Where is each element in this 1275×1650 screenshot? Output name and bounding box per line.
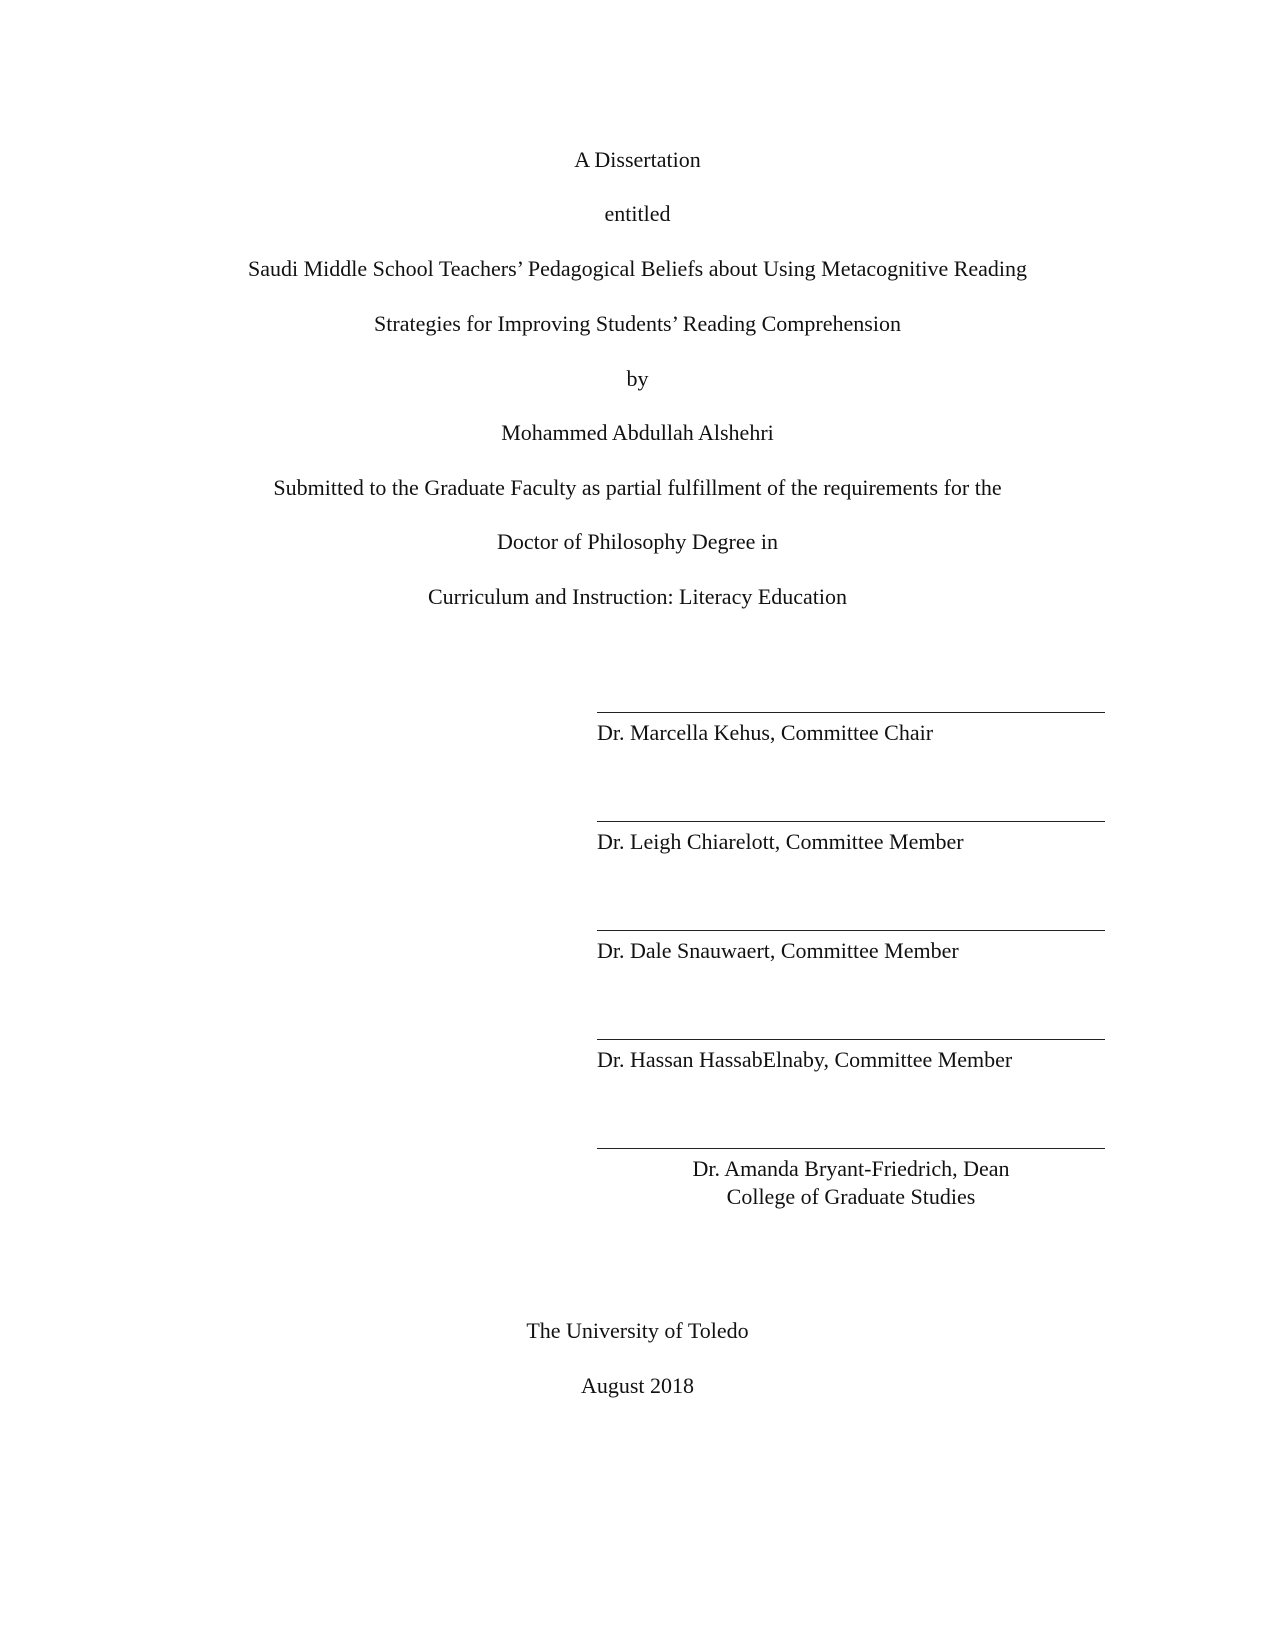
author-name: Mohammed Abdullah Alshehri (501, 420, 774, 445)
committee-member-name: Dr. Dale Snauwaert, Committee Member (597, 938, 959, 963)
program-name: Curriculum and Instruction: Literacy Education (427, 584, 848, 609)
signature-block-chair (597, 712, 1105, 747)
submission-statement-line-2: Doctor of Philosophy Degree in (496, 529, 779, 554)
submission-date: August 2018 (580, 1373, 695, 1398)
signature-block-member-2 (597, 930, 1105, 965)
document-heading: A Dissertation (574, 147, 701, 172)
dean-name: Dr. Amanda Bryant-Friedrich, Dean (692, 1156, 1010, 1181)
signature-line (597, 1039, 1105, 1040)
signature-line (597, 821, 1105, 822)
signature-block-member-1 (597, 821, 1105, 856)
entitled-label: entitled (604, 201, 671, 226)
dean-office: College of Graduate Studies (726, 1184, 976, 1209)
signature-line (597, 712, 1105, 713)
committee-member-name: Dr. Marcella Kehus, Committee Chair (597, 720, 934, 745)
signature-block-dean (597, 1148, 1105, 1211)
signature-block-member-3 (597, 1039, 1105, 1074)
signature-line (597, 930, 1105, 931)
dissertation-title-line-1: Saudi Middle School Teachers’ Pedagogical Beliefs about Using Metacognitive Reading (247, 256, 1028, 281)
committee-member-name: Dr. Leigh Chiarelott, Committee Member (597, 829, 964, 854)
submission-statement-line-1: Submitted to the Graduate Faculty as partial fulfillment of the requirements for the (273, 475, 1002, 500)
committee-member-name: Dr. Hassan HassabElnaby, Committee Member (597, 1047, 1013, 1072)
by-label: by (626, 366, 649, 391)
dissertation-title-line-2: Strategies for Improving Students’ Reading Comprehension (374, 311, 901, 336)
signature-line (597, 1148, 1105, 1149)
institution-name: The University of Toledo (526, 1318, 749, 1343)
